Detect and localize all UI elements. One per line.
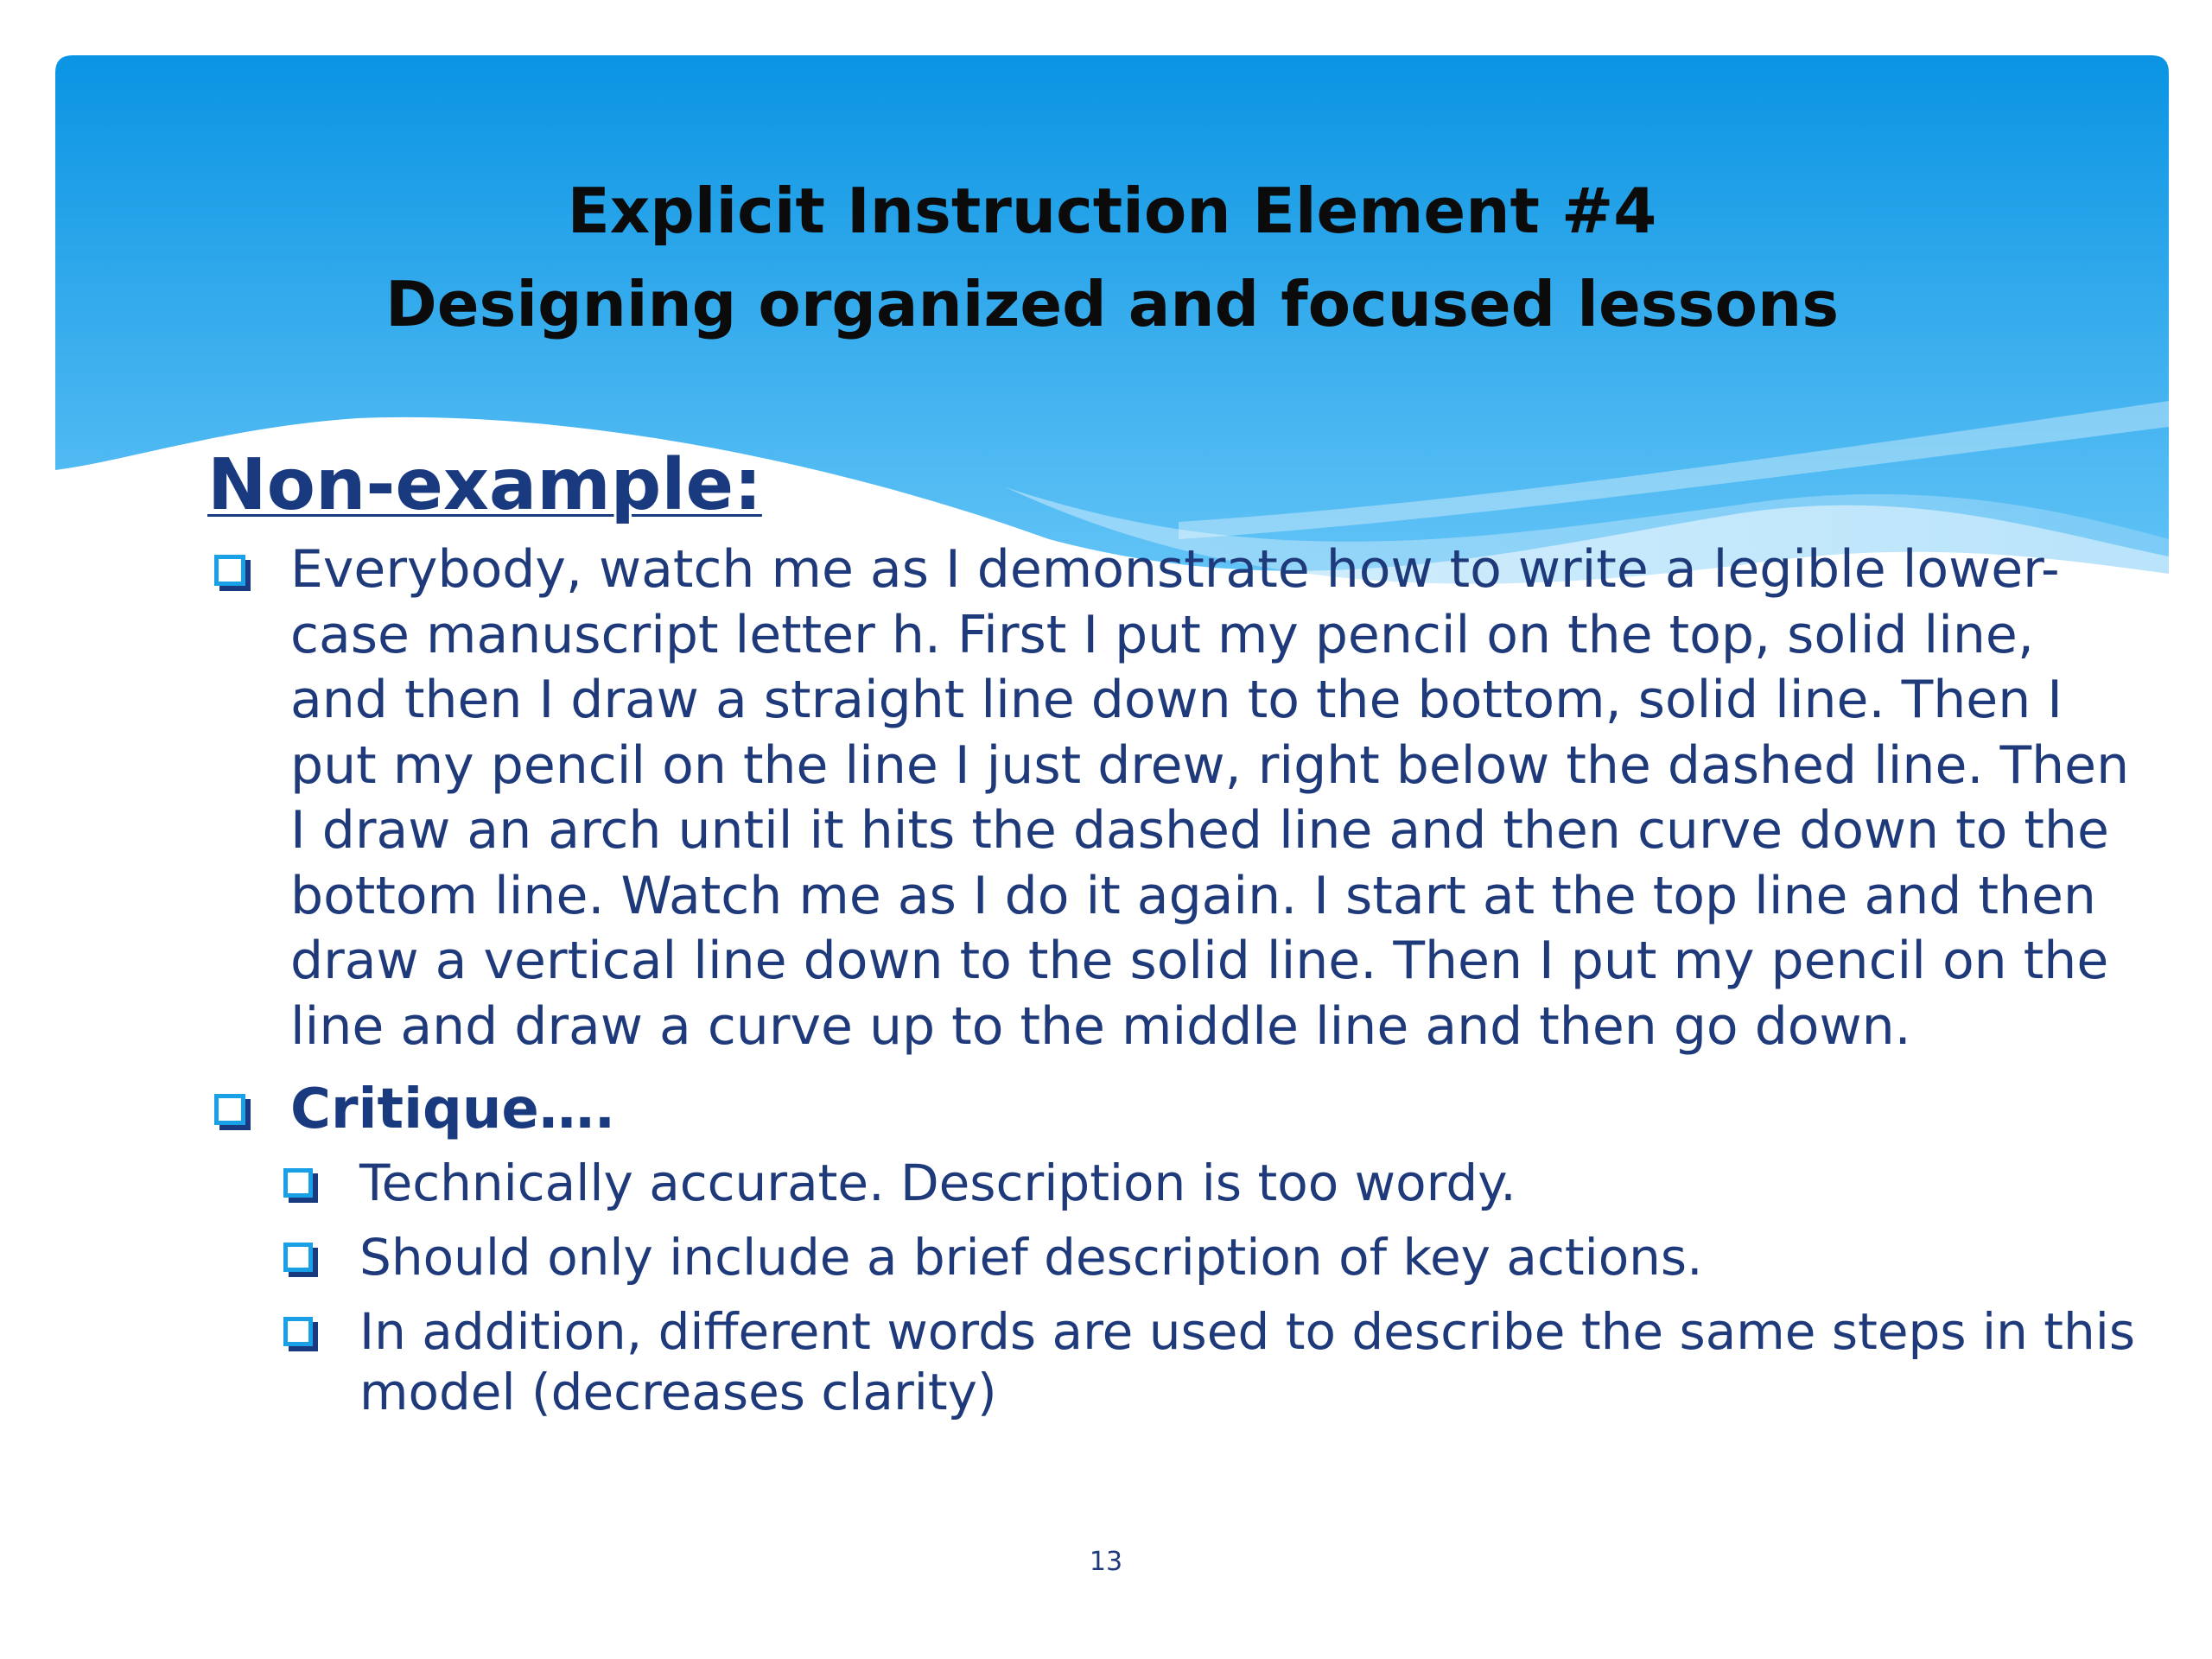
square-checkbox-bullet-icon	[283, 1317, 313, 1346]
page-number: 13	[1089, 1547, 1123, 1577]
sub-bullet-text: Should only include a brief description of key actions.	[359, 1228, 1703, 1287]
sub-list-item	[276, 1153, 2143, 1213]
bullet-text: Everybody, watch me as I demonstrate how to write a legible lower-case manuscript letter h. First I put my pencil on the top, solid line, and then I draw a straight line down to the bottom, solid line. Then I put my pencil on the line I just drew, right below the dashed line. Then I draw an arch until it hits the dashed line and then curve down to the bottom line. Watch me as I do it again. I start at the top line and then draw a vertical line down to the solid line. Then I put my pencil on the line and draw a curve up to the middle line and then go down.	[290, 539, 2130, 1057]
section-heading: Non-example:	[207, 444, 762, 526]
title-line-1: Explicit Instruction Element #4	[567, 175, 1657, 247]
bullet-text: Critique….	[290, 1077, 616, 1141]
square-checkbox-bullet-icon	[214, 555, 245, 586]
square-checkbox-bullet-icon	[283, 1243, 313, 1272]
sub-bullet-text: Technically accurate. Description is too wordy.	[359, 1154, 1516, 1212]
list-item	[207, 1066, 2143, 1153]
square-checkbox-bullet-icon	[283, 1168, 313, 1198]
title-line-2: Designing organized and focused lessons	[385, 268, 1840, 340]
sub-bullet-text: In addition, different words are used to describe the same steps in this model (decreases clarity)	[359, 1302, 2136, 1421]
list-item	[207, 537, 2143, 1059]
sub-list-item	[276, 1301, 2143, 1422]
slide-body	[207, 442, 2143, 1436]
slide-title	[55, 164, 2169, 351]
square-checkbox-bullet-icon	[214, 1094, 245, 1125]
sub-list-item	[276, 1227, 2143, 1287]
sub-list	[276, 1153, 2143, 1422]
